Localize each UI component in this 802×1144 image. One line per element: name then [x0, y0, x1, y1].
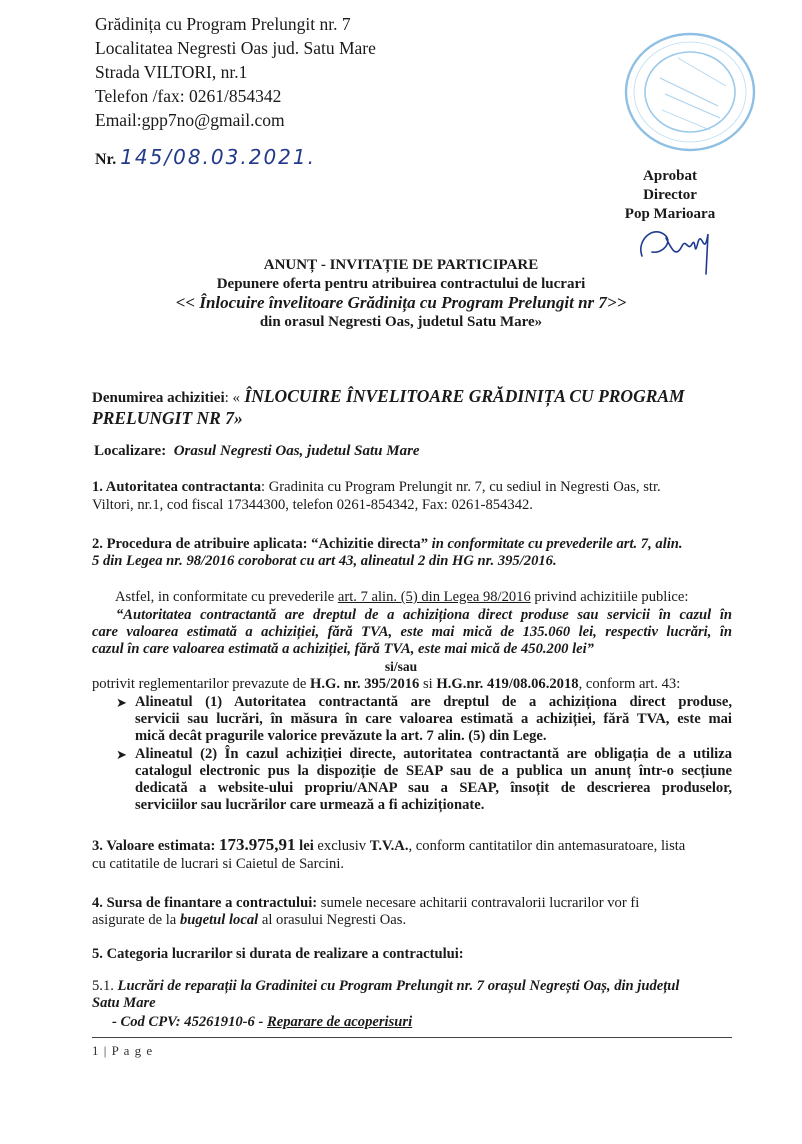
bullet-arrow-icon: ➤ — [116, 695, 127, 710]
section-3-rest-b: , conform cantitatilor din antemasuratoare, lista — [408, 838, 686, 854]
project-title: << Înlocuire învelitoare Grădinița cu Program Prelungit nr 7>> — [175, 293, 627, 312]
section-3-rest-a: exclusiv — [313, 838, 370, 854]
quote-line3: cazul în care valoarea estimată a achiziției, fără TVA, este mai mică de 450.200 lei” — [92, 641, 594, 657]
acquisition-prefix: : « — [224, 390, 241, 406]
approval-title: Aprobat — [643, 168, 697, 184]
section-2-label: 2. Procedura de atribuire aplicata — [92, 536, 303, 552]
astfel-post: privind achizitiile publice: — [530, 589, 689, 605]
potrivit-c: si — [419, 676, 437, 692]
bullet2-line2: catalogul electronic pus la dispoziție de SEAP sau de a publica un anunț într-o secțiune — [135, 763, 732, 779]
bullet2-line1: Alineatul (2) În cazul achiziției directe, autoritatea contractantă are obligația de a utiliza — [135, 746, 732, 762]
section-5-1-num: 5.1. — [92, 978, 118, 994]
nr-label: Nr. — [95, 151, 117, 168]
school-street: Strada VILTORI, nr.1 — [95, 62, 248, 82]
section-2-procedure: : “Achizitie directa” — [302, 536, 428, 552]
section-2-line1 — [92, 536, 683, 553]
section-5-1-text: Lucrări de reparații la Gradinitei cu Program Prelungit nr. 7 orașul Negrești Oaș, din județul — [117, 978, 680, 994]
section-4-label: 4. Sursa de finantare a contractului: — [92, 895, 318, 911]
astfel-pre: Astfel, in conformitate cu prevederile — [115, 589, 338, 605]
section-3-label: 3. Valoare estimata: — [92, 838, 216, 854]
section-1-label: 1. Autoritatea contractanta — [92, 479, 262, 495]
bullet2-line3: dedicată a website-ului propriu/ANAP sau a SEAP, însoțit de descrierea produselor, — [135, 780, 732, 796]
acquisition-value-l2: PRELUNGIT NR 7» — [92, 408, 243, 428]
hg-419: H.G.nr. 419/08.06.2018 — [436, 676, 579, 692]
si-sau: si/sau — [384, 659, 418, 674]
registration-number — [95, 145, 316, 169]
cpv-sep: - — [254, 1014, 267, 1030]
section-4-c: al orasului Negresti Oas. — [258, 912, 407, 928]
estimated-currency: lei — [295, 838, 314, 854]
bullet2-line4: serviciilor sau lucrărilor care urmează a fi achiziționate. — [135, 797, 485, 813]
acquisition-value-l1: ÎNLOCUIRE ÎNVELITOARE GRĂDINIȚA CU PROGRAM — [240, 386, 685, 406]
bullet1-line3: mică decât pragurile valorice prevăzute la art. 7 alin. (5) din Lege. — [135, 728, 547, 744]
location-line — [94, 443, 420, 460]
section-3-line2: cu catitatile de lucrari si Caietul de Sarcini. — [92, 856, 345, 872]
section-5-label: 5. Categoria lucrarilor si durata de realizare a contractului: — [92, 946, 464, 962]
section-5-1-line2: Satu Mare — [92, 995, 156, 1011]
approval-block — [610, 167, 730, 224]
school-locality: Localitatea Negresti Oas jud. Satu Mare — [95, 38, 376, 58]
section-1-line2: Viltori, nr.1, cod fiscal 17344300, telefon 0261-854342, Fax: 0261-854342. — [92, 497, 533, 513]
school-phone: Telefon /fax: 0261/854342 — [95, 86, 282, 106]
school-name: Grădinița cu Program Prelungit nr. 7 — [95, 14, 351, 34]
tva-label: T.V.A. — [369, 838, 409, 854]
cpv-line — [112, 1014, 412, 1031]
footer-divider — [92, 1037, 732, 1038]
location-label: Localizare: — [94, 443, 167, 459]
quote-line2: care valoarea estimată a achiziției, fără TVA, este mai mică de 135.060 lei, respectiv lucrări, în — [92, 624, 732, 640]
nr-handwritten-value: 145/08.03.2021. — [120, 145, 316, 169]
project-location: din orasul Negresti Oas, judetul Satu Mare» — [259, 314, 543, 330]
section-1-text1: : Gradinita cu Program Prelungit nr. 7, cu sediul in Negresti Oas, str. — [261, 479, 661, 495]
section-4-a: asigurate de la — [92, 912, 180, 928]
section-2-text1: in conformitate cu prevederile art. 7, alin. — [428, 536, 683, 552]
announcement-subtitle: Depunere oferta pentru atribuirea contractului de lucrari — [216, 276, 586, 292]
section-5-1-line1 — [92, 978, 679, 995]
section-2-line2: 5 din Legea nr. 98/2016 coroborat cu art 43, alineatul 2 din HG nr. 395/2016. — [92, 553, 557, 569]
school-email: Email:gpp7no@gmail.com — [95, 110, 285, 130]
law-reference-link: art. 7 alin. (5) din Legea 98/2016 — [337, 589, 531, 605]
budget-source: bugetul local — [179, 912, 259, 928]
acquisition-name — [92, 385, 685, 409]
section-3-line1 — [92, 836, 685, 855]
section-1-line1 — [92, 479, 661, 496]
bullet1-line2: servicii sau lucrări, în măsura în care valoarea estimată a achiziției, fără TVA, este mai — [135, 711, 732, 727]
potrivit-e: , conform art. 43: — [578, 676, 681, 692]
bullet1-line1: Alineatul (1) Autoritatea contractantă are dreptul de a achiziționa direct produse, — [135, 694, 732, 710]
approval-role: Director — [643, 187, 697, 203]
announcement-title: ANUNȚ - INVITAȚIE DE PARTICIPARE — [263, 257, 539, 273]
section-2-astfel — [115, 589, 688, 606]
location-value: Orasul Negresti Oas, judetul Satu Mare — [173, 443, 420, 459]
acquisition-label: Denumirea achizitiei — [92, 390, 225, 406]
section-4-text1: sumele necesare achitarii contravalorii lucrarilor vor fi — [317, 895, 640, 911]
potrivit-line — [92, 676, 680, 693]
quote-line1: “Autoritatea contractantă are dreptul de a achiziționa direct produse sau servicii în cazul în — [116, 607, 732, 623]
stamp-seal — [610, 22, 770, 162]
cpv-description: Reparare de acoperisuri — [267, 1014, 413, 1030]
approval-person: Pop Marioara — [624, 206, 716, 222]
section-4-line2 — [92, 912, 406, 929]
potrivit-a: potrivit reglementarilor prevazute de — [92, 676, 311, 692]
page-number: 1 | P a g e — [92, 1043, 154, 1058]
section-4-line1 — [92, 895, 639, 912]
cpv-code: - Cod CPV: 45261910-6 — [112, 1014, 255, 1030]
hg-395: H.G. nr. 395/2016 — [310, 676, 420, 692]
bullet-arrow-icon: ➤ — [116, 747, 127, 762]
estimated-value: 173.975,91 — [219, 835, 296, 854]
